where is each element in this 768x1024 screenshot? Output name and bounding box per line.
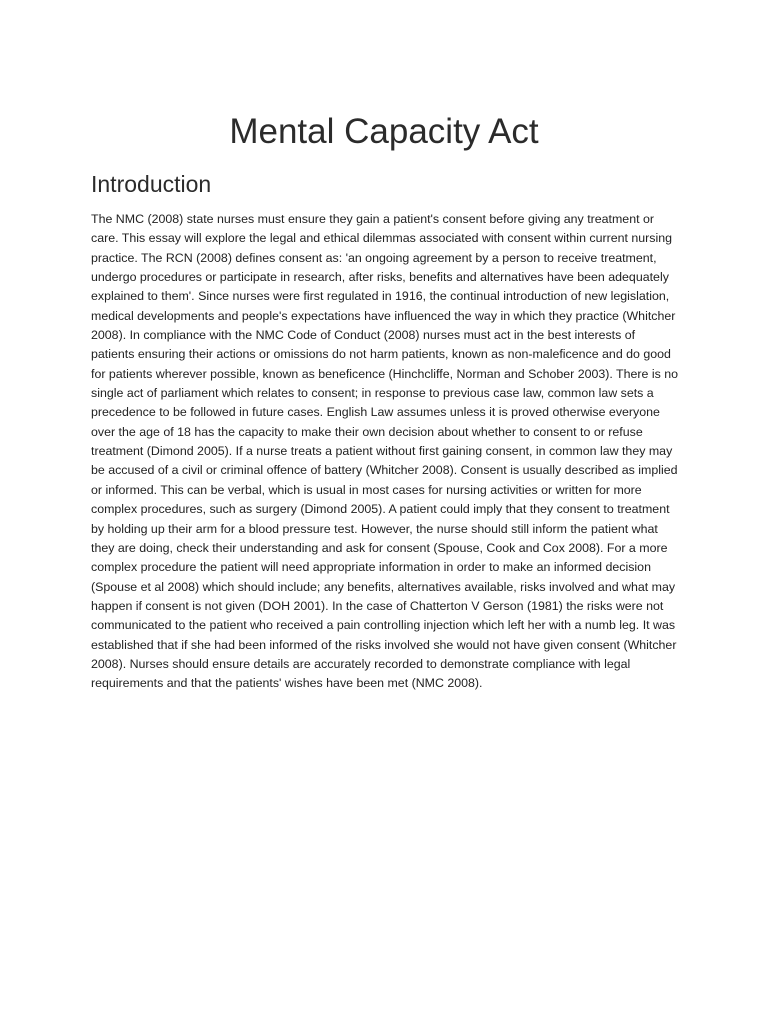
document-title: Mental Capacity Act bbox=[229, 112, 539, 151]
body-paragraph: The NMC (2008) state nurses must ensure they gain a patient's consent before giving any treatment or care. This essay will explore the legal and ethical dilemmas associated with consent within current nursing practice. The RCN (2008) defines consent as: 'an ongoing agreement by a person to receive treatment, undergo procedures or participate in research, after risks, benefits and alternatives have been adequately explained to them'. Since nurses were first regulated in 1916, the continual introduction of new legislation, medical developments and people's expectations have influenced the way in which they practice (Whitcher 2008). In compliance with the NMC Code of Conduct (2008) nurses must act in the best interests of patients ensuring their actions or omissions do not harm patients, known as non-maleficence and do good for patients wherever possible, known as beneficence (Hinchcliffe, Norman and Schober 2003). There is no single act of parliament which relates to consent; in response to previous case law, common law sets a precedence to be followed in future cases. English Law assumes unless it is proved otherwise everyone over the age of 18 has the capacity to make their own decision about whether to consent to or refuse treatment (Dimond 2005). If a nurse treats a patient without first gaining consent, in common law they may be accused of a civil or criminal offence of battery (Whitcher 2008). Consent is usually described as implied or informed. This can be verbal, which is usual in most cases for nursing activities or written for more complex procedures, such as surgery (Dimond 2005). A patient could imply that they consent to treatment by holding up their arm for a blood pressure test. However, the nurse should still inform the patient what they are doing, check their understanding and ask for consent (Spouse, Cook and Cox 2008). For a more complex procedure the patient will need appropriate information in order to make an informed decision (Spouse et al 2008) which should include; any benefits, alternatives available, risks involved and what may happen if consent is not given (DOH 2001). In the case of Chatterton V Gerson (1981) the risks were not communicated to the patient who received a pain controlling injection which left her with a numb leg. It was established that if she had been informed of the risks involved she would not have given consent (Whitcher 2008). Nurses should ensure details are accurately recorded to demonstrate compliance with legal requirements and that the patients' wishes have been met (NMC 2008). bbox=[91, 212, 679, 691]
section-heading: Introduction bbox=[91, 171, 212, 197]
